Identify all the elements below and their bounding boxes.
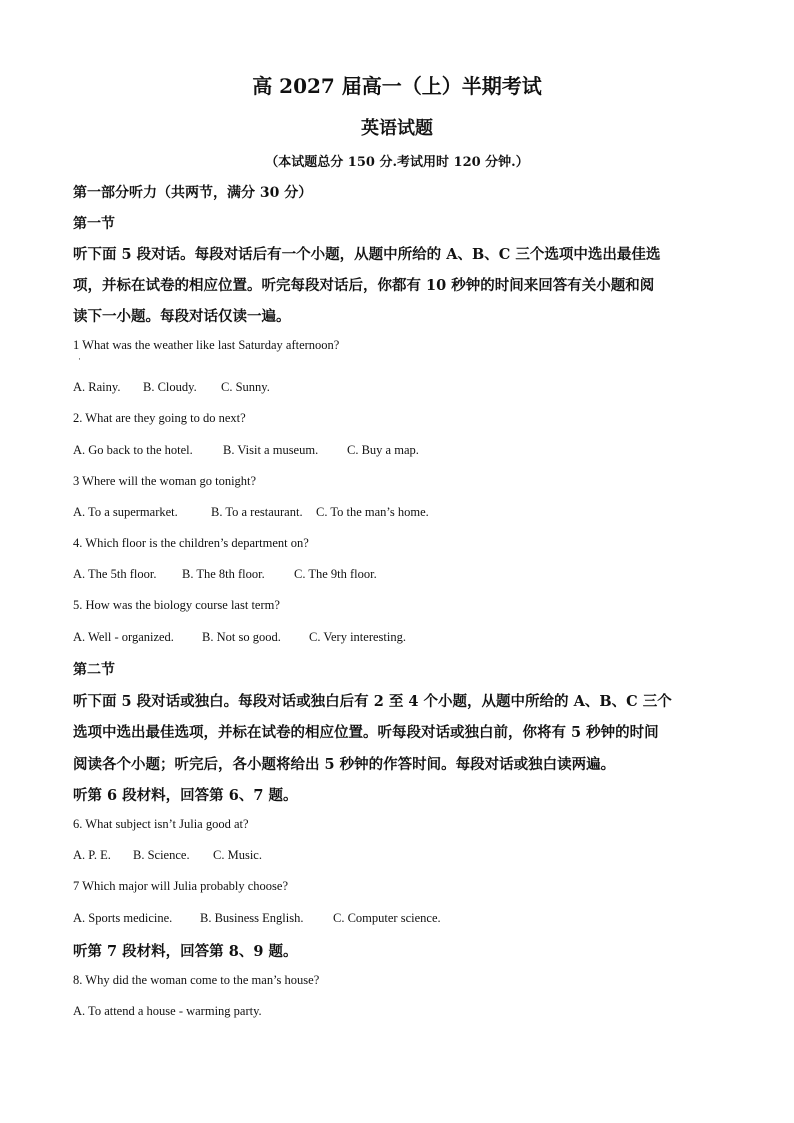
question-5-options (73, 630, 406, 645)
section2-instruction-line: 听下面 5 段对话或独白。每段对话或独白后有 2 至 4 个小题，从题中所给的 A、B、C 三个 (73, 693, 672, 710)
question-6: 6. What subject isn’t Julia good at? (73, 817, 249, 831)
section1-instruction-line: 读下一小题。每段对话仅读一遍。 (73, 308, 291, 325)
option-b: B. Science. (133, 848, 190, 862)
option-a: A. Go back to the hotel. (73, 443, 193, 457)
decorative-dot: · (78, 354, 81, 364)
question-1: 1 What was the weather like last Saturday afternoon? (73, 338, 340, 352)
question-7: 7 Which major will Julia probably choose? (73, 879, 288, 893)
option-c: C. Sunny. (221, 380, 270, 394)
section1-heading: 第一节 (73, 216, 115, 232)
option-c: C. Very interesting. (309, 630, 406, 644)
option-b: B. Not so good. (202, 630, 281, 644)
option-c: C. Music. (213, 848, 262, 862)
question-8: 8. Why did the woman come to the man’s house? (73, 973, 320, 987)
option-a: A. To attend a house - warming party. (73, 1004, 262, 1018)
option-b: B. The 8th floor. (182, 567, 265, 581)
option-a: A. To a supermarket. (73, 505, 178, 519)
question-3-options (73, 505, 429, 520)
question-4: 4. Which floor is the children’s department on? (73, 536, 309, 550)
exam-note: （本试题总分 150 分.考试用时 120 分钟.） (265, 155, 529, 170)
option-a: A. Rainy. (73, 380, 121, 394)
option-c: C. To the man’s home. (316, 505, 429, 519)
group7-heading: 听第 7 段材料，回答第 8、9 题。 (73, 943, 298, 960)
question-7-options (73, 911, 441, 926)
option-a: A. The 5th floor. (73, 567, 157, 581)
question-4-options (73, 567, 377, 582)
option-b: B. Visit a museum. (223, 443, 319, 457)
option-b: B. To a restaurant. (211, 505, 303, 519)
question-2-options (73, 443, 419, 458)
option-a: A. Well - organized. (73, 630, 174, 644)
option-c: C. Computer science. (333, 911, 441, 925)
exam-title: 高 2027 届高一（上）半期考试 (252, 74, 542, 98)
question-2: 2. What are they going to do next? (73, 411, 246, 425)
question-6-options (73, 848, 262, 863)
section2-heading: 第二节 (73, 662, 115, 678)
section2-instruction-line: 阅读各个小题；听完后，各小题将给出 5 秒钟的作答时间。每段对话或独白读两遍。 (73, 756, 616, 773)
section1-instruction-line: 听下面 5 段对话。每段对话后有一个小题，从题中所给的 A、B、C 三个选项中选出最佳选 (73, 246, 661, 263)
option-a: A. Sports medicine. (73, 911, 173, 925)
section1-instruction-line: 项，并标在试卷的相应位置。听完每段对话后，你都有 10 秒钟的时间来回答有关小题和阅 (73, 277, 655, 294)
option-b: B. Business English. (200, 911, 304, 925)
option-c: C. Buy a map. (347, 443, 419, 457)
question-3: 3 Where will the woman go tonight? (73, 474, 257, 488)
question-8-options (73, 1004, 262, 1019)
section2-instruction-line: 选项中选出最佳选项，并标在试卷的相应位置。听每段对话或独白前，你将有 5 秒钟的时间 (73, 724, 659, 741)
exam-subject: 英语试题 (361, 118, 433, 139)
option-c: C. The 9th floor. (294, 567, 377, 581)
option-a: A. P. E. (73, 848, 111, 862)
question-5: 5. How was the biology course last term? (73, 598, 280, 612)
question-1-options (73, 380, 270, 395)
option-b: B. Cloudy. (143, 380, 197, 394)
part1-heading: 第一部分听力（共两节，满分 30 分） (73, 185, 313, 201)
group6-heading: 听第 6 段材料，回答第 6、7 题。 (73, 787, 298, 804)
